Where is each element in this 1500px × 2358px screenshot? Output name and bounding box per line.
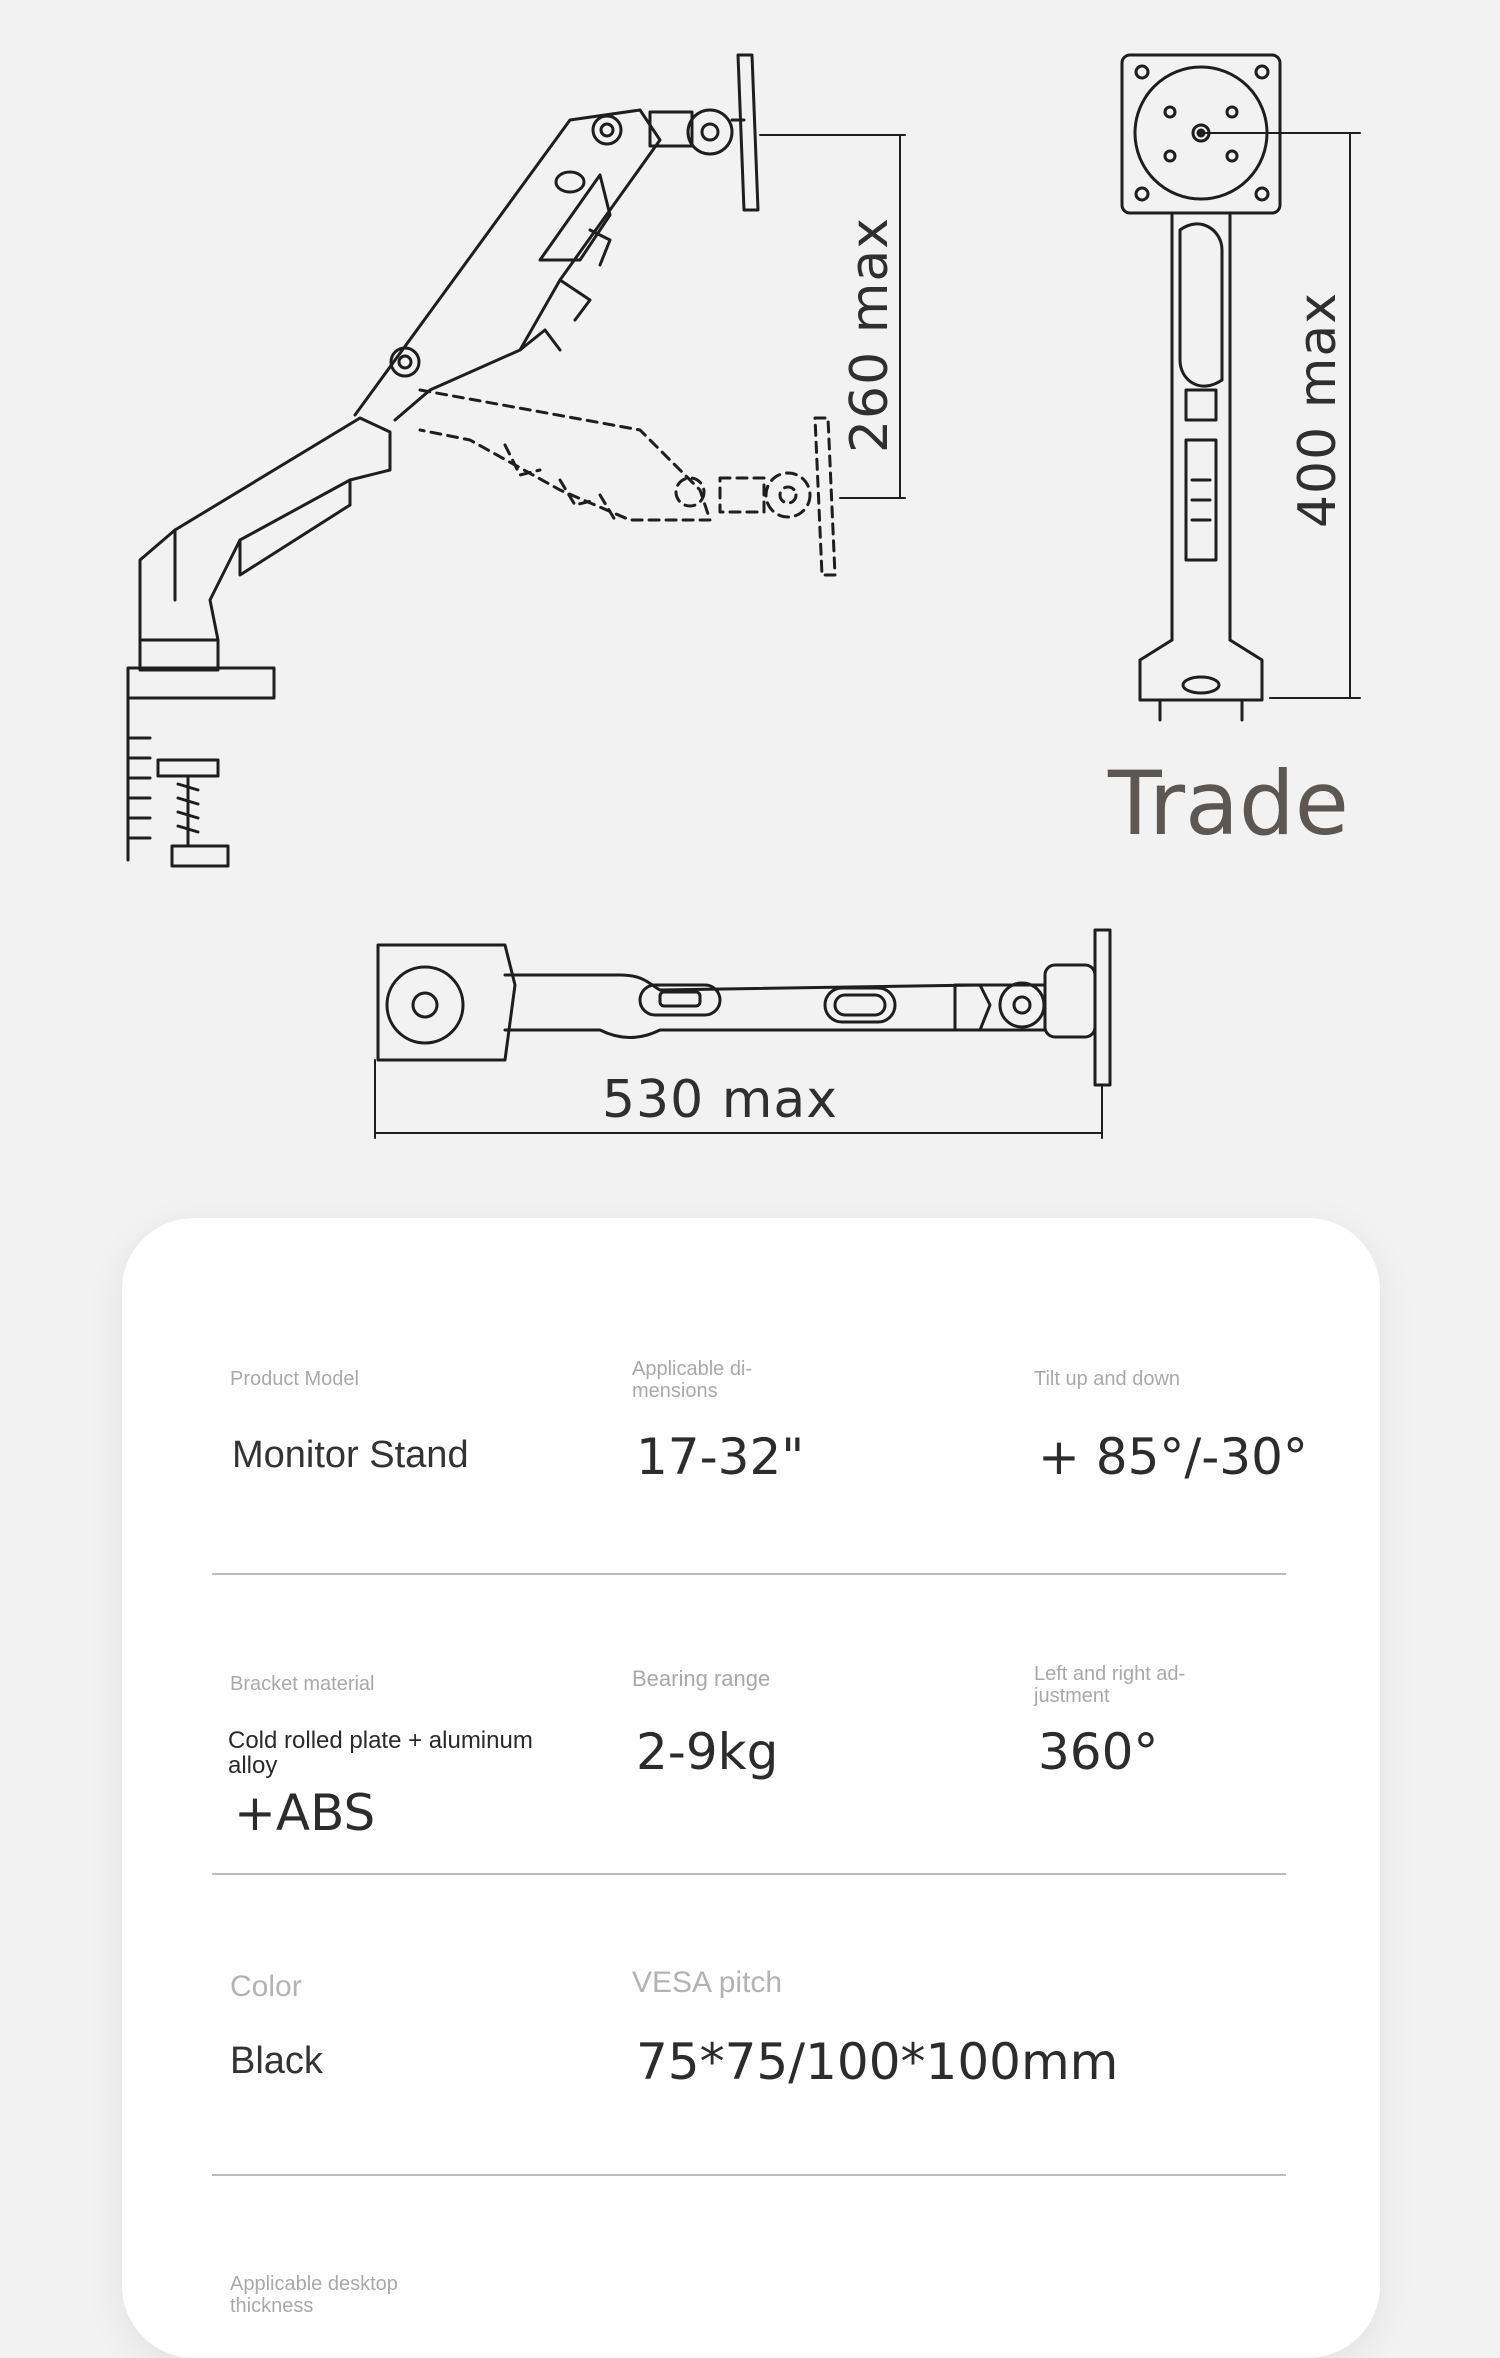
lowered-arm-dashed-drawing <box>420 390 835 575</box>
spec-value: 360° <box>1038 1723 1159 1781</box>
spec-value: 75*75/100*100mm <box>636 2033 1119 2091</box>
spec-label: VESA pitch <box>632 1966 783 1999</box>
spec-color <box>230 1970 590 2004</box>
spec-card <box>122 1218 1380 2358</box>
spec-label: Left and right ad- justment <box>1034 1663 1186 1707</box>
height-dimension-label: 260 max <box>840 216 900 454</box>
spec-value: Black <box>230 2040 323 2082</box>
spec-label: Bracket material <box>230 1673 375 1695</box>
top-view-drawing <box>378 930 1110 1085</box>
watermark-text: Trade <box>1108 752 1349 855</box>
spec-applicable-dimensions <box>632 1358 992 1402</box>
spec-label: Color <box>230 1970 302 2003</box>
spec-vesa-pitch <box>632 1966 992 2000</box>
spec-left-right-adjustment <box>1034 1663 1394 1707</box>
spec-value: 2-9kg <box>636 1723 779 1781</box>
spec-bracket-material <box>230 1673 590 1695</box>
spec-label: Applicable di- mensions <box>632 1358 753 1402</box>
spec-value: Cold rolled plate + aluminum alloy <box>228 1727 533 1779</box>
row-divider <box>212 1573 1286 1575</box>
spec-value-extra: +ABS <box>234 1784 376 1842</box>
spec-value: + 85°/-30° <box>1038 1428 1308 1486</box>
spec-label: Tilt up and down <box>1034 1368 1181 1390</box>
spec-label: Bearing range <box>632 1666 771 1691</box>
spec-tilt <box>1034 1368 1394 1390</box>
spec-desktop-thickness <box>230 2273 590 2317</box>
upper-arm-drawing <box>355 55 758 420</box>
row-divider <box>212 1873 1286 1875</box>
spec-value: 17-32" <box>636 1428 805 1486</box>
front-view-drawing <box>1122 55 1280 720</box>
vertical-dimension-label: 400 max <box>1288 291 1348 529</box>
desk-clamp-drawing <box>128 640 274 866</box>
spec-product-model <box>230 1368 590 1390</box>
length-dimension-label: 530 max <box>601 1070 839 1130</box>
spec-bearing-range <box>632 1668 992 1690</box>
spec-label: Product Model <box>230 1368 359 1390</box>
spec-value: Monitor Stand <box>232 1434 469 1476</box>
row-divider <box>212 2174 1286 2176</box>
lower-arm-drawing <box>140 418 390 640</box>
spec-label: Applicable desktop thickness <box>230 2273 398 2317</box>
